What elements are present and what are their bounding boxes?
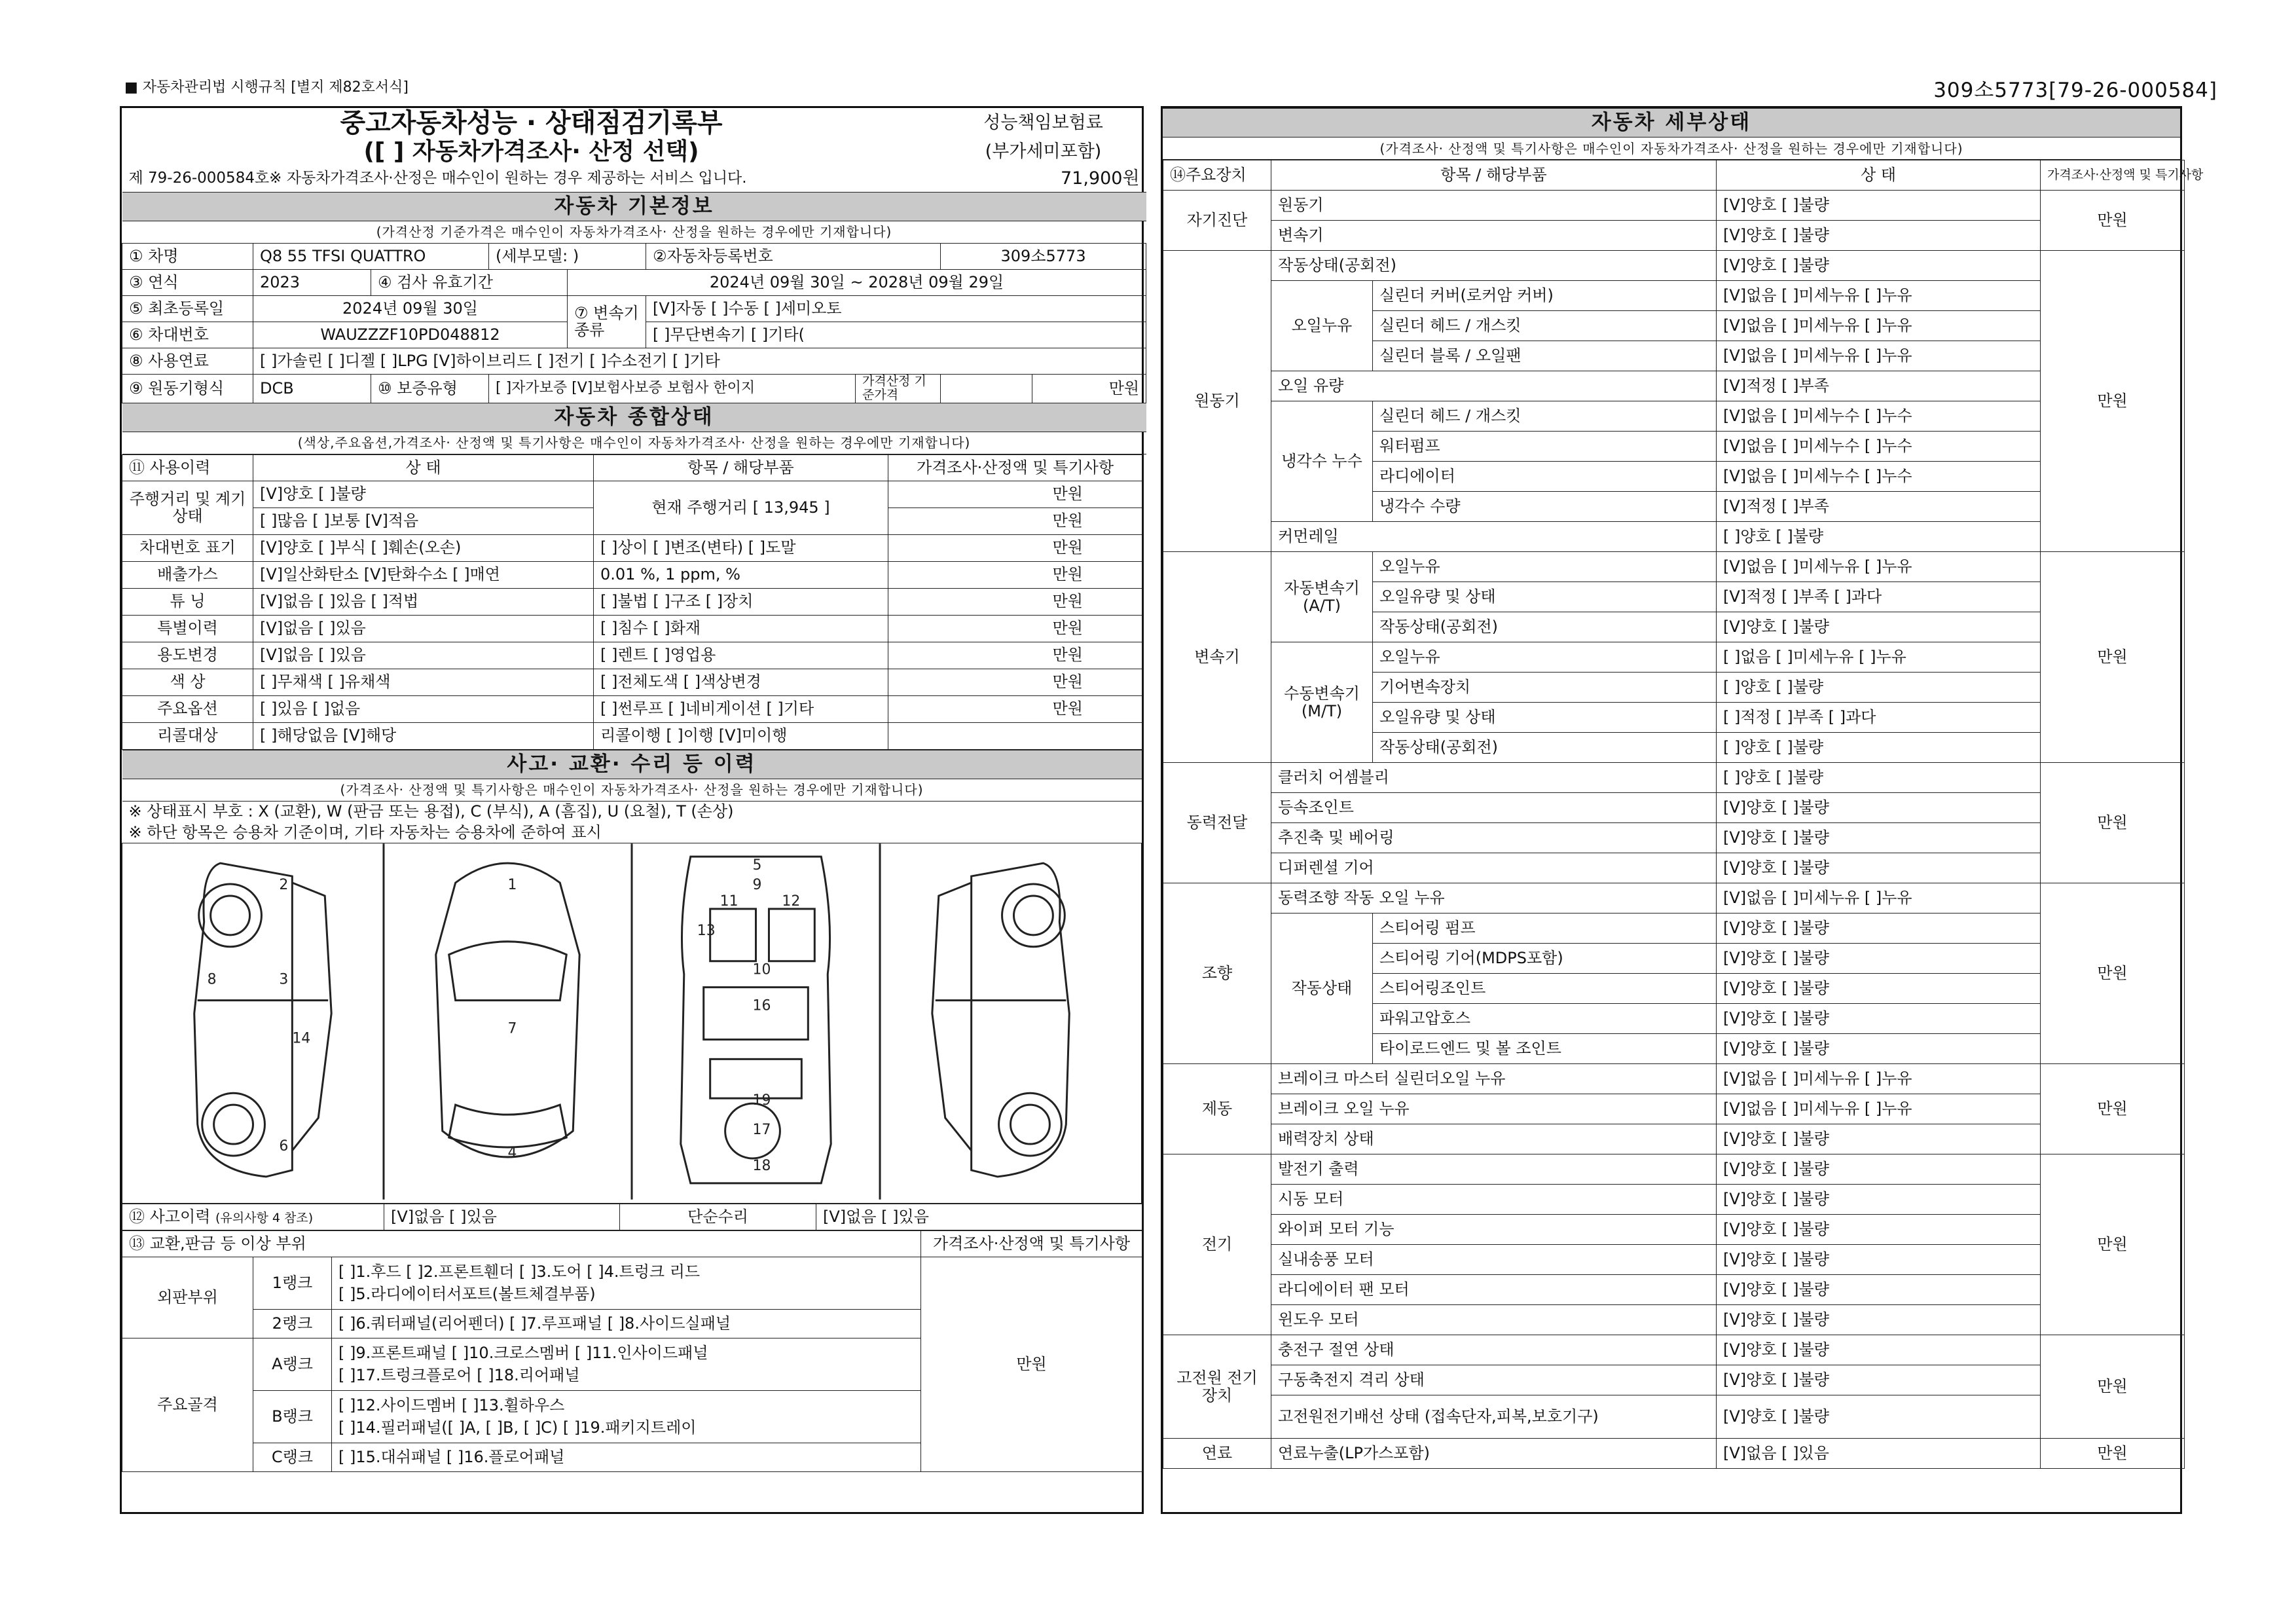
overall-row [122, 615, 1142, 642]
overall-row [122, 695, 1142, 722]
rank-parts [332, 1443, 921, 1471]
fuel-type: [ ]가솔린 [ ]디젤 [ ]LPG [V]하이브리드 [ ]전기 [ ]수소전기 [ ]기타 [253, 348, 1146, 374]
detail-title: 자동차 세부상태 [1163, 109, 2180, 138]
rank-part-line: [ ]5.라디에이터서포트(볼트체결부품) [338, 1285, 596, 1304]
overall-item: 현재 주행거리 [ 13,945 ] [594, 481, 888, 534]
rank-part-line: [ ]14.필러패널([ ]A, [ ]B, [ ]C) [ ]19.패키지트레이 [338, 1418, 697, 1437]
detail-col-price: 가격조사·산정액 및 특기사항 [2041, 160, 2185, 191]
detail-subgroup: 자동변속기 (A/T) [1271, 552, 1373, 642]
detail-row [1163, 522, 2185, 552]
detail-item: 발전기 출력 [1271, 1154, 1717, 1185]
diagram-part-number: 4 [507, 1144, 517, 1161]
detail-note: (가격조사· 산정액 및 특기사항은 매수인이 자동차가격조사· 산정을 원하는 경우에만 기재합니다) [1163, 138, 2180, 160]
detail-item: 충전구 절연 상태 [1271, 1335, 1717, 1365]
detail-row [1163, 883, 2185, 913]
detail-state: [V]양호 [ ]불량 [1717, 793, 2041, 823]
detail-price: 만원 [2041, 1064, 2185, 1154]
overall-state: [ ]많음 [ ]보통 [V]적음 [253, 507, 594, 534]
overall-price: 만원 [888, 588, 1142, 615]
left-side-window [292, 883, 331, 1151]
car-diagram [122, 843, 1142, 1203]
detail-state: [V]양호 [ ]불량 [1717, 1335, 2041, 1365]
detail-group: 자기진단 [1163, 191, 1271, 251]
form-number-line: 제 79-26-000584호※ 자동차가격조사·산정은 매수인이 원하는 경우 제공하는 서비스 입니다. [128, 170, 747, 187]
detail-row [1163, 1275, 2185, 1305]
detail-row [1163, 1245, 2185, 1275]
detail-item: 기어변속장치 [1373, 673, 1717, 703]
overall-label: 차대번호 표기 [122, 534, 253, 561]
detail-row [1163, 853, 2185, 883]
simple-repair-value: [V]없음 [ ]있음 [816, 1204, 1142, 1230]
detail-price: 만원 [2041, 1439, 2185, 1469]
rank-name: 2랭크 [253, 1309, 332, 1338]
detail-item: 브레이크 마스터 실린더오일 누유 [1271, 1064, 1717, 1094]
warranty-label: ⑩ 보증유형 [371, 374, 489, 403]
accident-history-label: ⑫ 사고이력 (유의사항 4 참조) [122, 1204, 384, 1230]
form-title: 중고자동차성능 · 상태점검기록부 [340, 108, 723, 138]
diagram-part-number: 18 [752, 1157, 771, 1174]
detail-subgroup: 오일누유 [1271, 281, 1373, 371]
overall-price: 만원 [888, 615, 1142, 642]
detail-item: 실린더 블록 / 오일팬 [1373, 341, 1717, 371]
detail-subgroup: 수동변속기 (M/T) [1271, 642, 1373, 763]
detail-item: 오일누유 [1373, 642, 1717, 673]
rank-part-line: [ ]17.트렁크플로어 [ ]18.리어패널 [338, 1366, 580, 1385]
overall-row [122, 588, 1142, 615]
exchange-label: ⑬ 교환,판금 등 이상 부위 [122, 1230, 921, 1257]
overall-col-item: 항목 / 해당부품 [594, 454, 888, 481]
top-windshield [449, 941, 567, 1000]
detail-row [1163, 251, 2185, 281]
rank-part-line: [ ]15.대쉬패널 [ ]16.플로어패널 [338, 1448, 565, 1467]
detail-state: [V]양호 [ ]불량 [1717, 1154, 2041, 1185]
overall-price: 만원 [888, 669, 1142, 695]
detail-item: 디퍼렌셜 기어 [1271, 853, 1717, 883]
reg-number-label: ②자동차등록번호 [646, 243, 941, 269]
detail-row [1163, 1439, 2185, 1469]
detail-state: [V]양호 [ ]불량 [1717, 823, 2041, 853]
exchange-price: 만원 [921, 1257, 1142, 1471]
detail-group: 동력전달 [1163, 763, 1271, 883]
diagram-part-number: 1 [507, 876, 517, 893]
detail-state: [ ]적정 [ ]부족 [ ]과다 [1717, 703, 2041, 733]
rank-part-line: [ ]12.사이드멤버 [ ]13.휠하우스 [338, 1396, 565, 1415]
left-side-body [194, 863, 293, 1177]
detail-row [1163, 763, 2185, 793]
detail-item: 스티어링 펌프 [1373, 913, 1717, 944]
overall-note: (색상,주요옵션,가격조사· 산정액 및 특기사항은 매수인이 자동차가격조사· 산정을 원하는 경우에만 기재합니다) [122, 432, 1146, 454]
overall-label: 색 상 [122, 669, 253, 695]
overall-col-state: 상 태 [253, 454, 594, 481]
overall-item: 0.01 %, 1 ppm, % [594, 561, 888, 588]
detail-row [1163, 793, 2185, 823]
detail-group: 조향 [1163, 883, 1271, 1064]
legend-note: ※ 하단 항목은 승용차 기준이며, 기타 자동차는 승용차에 준하여 표시 [128, 822, 602, 841]
overall-label: 배출가스 [122, 561, 253, 588]
exchange-price-head: 가격조사·산정액 및 특기사항 [921, 1230, 1142, 1257]
diagram-part-number: 16 [752, 997, 771, 1014]
detail-state: [V]없음 [ ]미세누수 [ ]누수 [1717, 432, 2041, 462]
detail-state: [V]없음 [ ]미세누유 [ ]누유 [1717, 883, 2041, 913]
detail-state: [V]양호 [ ]불량 [1717, 1215, 2041, 1245]
detail-item: 클러치 어셈블리 [1271, 763, 1717, 793]
overall-row [122, 561, 1142, 588]
overall-item: 리콜이행 [ ]이행 [V]미이행 [594, 722, 888, 749]
detail-item: 워터펌프 [1373, 432, 1717, 462]
detail-state: [V]양호 [ ]불량 [1717, 944, 2041, 974]
detail-price: 만원 [2041, 1154, 2185, 1335]
detail-item: 파워고압호스 [1373, 1004, 1717, 1034]
detail-state: [V]양호 [ ]불량 [1717, 853, 2041, 883]
detail-item: 라디에이터 팬 모터 [1271, 1275, 1717, 1305]
rank-name: C랭크 [253, 1443, 332, 1471]
first-reg-date: 2024년 09월 30일 [253, 295, 568, 322]
detail-state: [V]없음 [ ]미세누유 [ ]누유 [1717, 552, 2041, 582]
overall-item: [ ]렌트 [ ]영업용 [594, 642, 888, 669]
detail-row [1163, 1335, 2185, 1365]
detail-state: [ ]양호 [ ]불량 [1717, 763, 2041, 793]
detail-row [1163, 401, 2185, 432]
detail-item: 냉각수 수량 [1373, 492, 1717, 522]
detail-item: 오일유량 및 상태 [1373, 703, 1717, 733]
diagram-part-number: 17 [752, 1121, 771, 1138]
car-name: Q8 55 TFSI QUATTRO [253, 243, 489, 269]
accident-title: 사고· 교환· 수리 등 이력 [122, 750, 1142, 779]
rank-name: A랭크 [253, 1338, 332, 1390]
detail-row [1163, 642, 2185, 673]
detail-item: 와이퍼 모터 기능 [1271, 1215, 1717, 1245]
detail-item: 라디에이터 [1373, 462, 1717, 492]
basic-info-title: 자동차 기본정보 [122, 192, 1146, 221]
diagram-part-number: 12 [782, 893, 801, 910]
detail-col-state: 상 태 [1717, 160, 2041, 191]
detail-item: 오일 유량 [1271, 371, 1717, 401]
detail-state: [V]없음 [ ]미세누수 [ ]누수 [1717, 401, 2041, 432]
overall-state: [V]양호 [ ]불량 [253, 481, 594, 507]
reg-number: 309소5773 [941, 243, 1146, 269]
diagram-part-number: 8 [207, 971, 217, 988]
right-panel [1161, 106, 2204, 1514]
overall-state: [V]없음 [ ]있음 [253, 615, 594, 642]
overall-state: [ ]있음 [ ]없음 [253, 695, 594, 722]
detail-state: [V]양호 [ ]불량 [1717, 913, 2041, 944]
overall-state: [ ]해당없음 [V]해당 [253, 722, 594, 749]
detail-state: [V]양호 [ ]불량 [1717, 1305, 2041, 1335]
overall-price [888, 722, 1142, 749]
detail-item: 동력조향 작동 오일 누유 [1271, 883, 1717, 913]
fuel-label: ⑧ 사용연료 [122, 348, 253, 374]
price-basis-unit: 만원 [1032, 374, 1146, 403]
diagram-part-number: 6 [279, 1137, 289, 1154]
overall-label: 특별이력 [122, 615, 253, 642]
detail-row [1163, 552, 2185, 582]
left-panel [120, 106, 1144, 1514]
overall-price: 만원 [888, 642, 1142, 669]
diagram-part-number: 14 [292, 1029, 311, 1046]
diagram-part-number: 13 [697, 922, 716, 939]
detail-item: 실린더 커버(로커암 커버) [1373, 281, 1717, 311]
rank-parts [332, 1309, 921, 1338]
rank-name: 1랭크 [253, 1257, 332, 1309]
diagram-part-number: 10 [752, 961, 771, 978]
overall-label: 주요옵션 [122, 695, 253, 722]
accident-history-value: [V]없음 [ ]있음 [384, 1204, 620, 1230]
right-front-wheel [1002, 884, 1065, 947]
detail-state: [V]양호 [ ]불량 [1717, 251, 2041, 281]
price-basis-label: 가격산정 기준가격 [856, 374, 941, 403]
diagram-part-number: 19 [752, 1092, 771, 1109]
diagram-part-number: 3 [279, 971, 289, 988]
overall-state: [V]일산화탄소 [V]탄화수소 [ ]매연 [253, 561, 594, 588]
detail-item: 구동축전지 격리 상태 [1271, 1365, 1717, 1395]
simple-repair-label: 단순수리 [620, 1204, 816, 1230]
detail-state: [V]없음 [ ]미세누유 [ ]누유 [1717, 1094, 2041, 1124]
overall-state: [V]없음 [ ]있음 [ ]적법 [253, 588, 594, 615]
overall-price: 만원 [888, 507, 1142, 534]
detail-state: [ ]없음 [ ]미세누유 [ ]누유 [1717, 642, 2041, 673]
detail-row [1163, 281, 2185, 311]
detail-row [1163, 1365, 2185, 1395]
detail-item: 배력장치 상태 [1271, 1124, 1717, 1154]
overall-row [122, 481, 1142, 507]
detail-state: [V]양호 [ ]불량 [1717, 1034, 2041, 1064]
legend-symbols: ※ 상태표시 부호 : X (교환), W (판금 또는 용접), C (부식), A (흠집), U (요철), T (손상) [128, 802, 734, 821]
detail-price: 만원 [2041, 251, 2185, 552]
detail-row [1163, 1094, 2185, 1124]
detail-price: 만원 [2041, 883, 2185, 1064]
detail-item: 변속기 [1271, 221, 1717, 251]
right-rear-wheel [999, 1093, 1062, 1156]
detail-model: (세부모델: ) [489, 243, 646, 269]
detail-item: 타이로드엔드 및 볼 조인트 [1373, 1034, 1717, 1064]
overall-item: [ ]전체도색 [ ]색상변경 [594, 669, 888, 695]
detail-row [1163, 823, 2185, 853]
rank-parts [332, 1338, 921, 1390]
detail-state: [ ]양호 [ ]불량 [1717, 522, 2041, 552]
transmission-other: [ ]무단변속기 [ ]기타( [646, 322, 1146, 348]
overall-label: 리콜대상 [122, 722, 253, 749]
detail-row [1163, 1395, 2185, 1439]
detail-item: 스티어링조인트 [1373, 974, 1717, 1004]
detail-state: [V]양호 [ ]불량 [1717, 1124, 2041, 1154]
overall-price: 만원 [888, 695, 1142, 722]
frame-label: 주요골격 [122, 1338, 253, 1471]
rank-part-line: [ ]6.쿼터패널(리어펜더) [ ]7.루프패널 [ ]8.사이드실패널 [338, 1314, 731, 1333]
top-rear-window [449, 1105, 567, 1147]
detail-item: 시동 모터 [1271, 1185, 1717, 1215]
rank-part-line: [ ]9.프론트패널 [ ]10.크로스멤버 [ ]11.인사이드패널 [338, 1344, 708, 1363]
detail-price: 만원 [2041, 1335, 2185, 1439]
detail-row [1163, 371, 2185, 401]
overall-col-price: 가격조사·산정액 및 특기사항 [888, 454, 1142, 481]
transmission-auto: [V]자동 [ ]수동 [ ]세미오토 [646, 295, 1146, 322]
detail-item: 추진축 및 베어링 [1271, 823, 1717, 853]
overall-label: 튜 닝 [122, 588, 253, 615]
overall-item: [ ]불법 [ ]구조 [ ]장치 [594, 588, 888, 615]
detail-state: [V]양호 [ ]불량 [1717, 221, 2041, 251]
overall-label: 주행거리 및 계기상태 [122, 481, 253, 534]
detail-state: [V]양호 [ ]불량 [1717, 1004, 2041, 1034]
detail-item: 연료누출(LP가스포함) [1271, 1439, 1717, 1469]
detail-price: 만원 [2041, 763, 2185, 883]
detail-row [1163, 1154, 2185, 1185]
detail-state: [V]없음 [ ]미세누유 [ ]누유 [1717, 1064, 2041, 1094]
detail-item: 실내송풍 모터 [1271, 1245, 1717, 1275]
detail-state: [ ]양호 [ ]불량 [1717, 673, 2041, 703]
detail-row [1163, 1305, 2185, 1335]
overall-row [122, 722, 1142, 749]
detail-state: [V]양호 [ ]불량 [1717, 1245, 2041, 1275]
warranty-type: [ ]자가보증 [V]보험사보증 보험사 한이지 [489, 374, 856, 403]
detail-price: 만원 [2041, 191, 2185, 251]
overall-item: [ ]침수 [ ]화재 [594, 615, 888, 642]
detail-state: [V]없음 [ ]있음 [1717, 1439, 2041, 1469]
detail-row [1163, 221, 2185, 251]
first-reg-label: ⑤ 최초등록일 [122, 295, 253, 322]
detail-row [1163, 1064, 2185, 1094]
diagram-part-number: 2 [279, 876, 289, 893]
inspection-period: 2024년 09월 30일 ~ 2028년 09월 29일 [568, 269, 1146, 295]
basic-info-note: (가격산정 기준가격은 매수인이 자동차가격조사· 산정을 원하는 경우에만 기재합니다) [122, 221, 1146, 243]
detail-item: 커먼레일 [1271, 522, 1717, 552]
detail-state: [V]양호 [ ]불량 [1717, 1395, 2041, 1439]
detail-row [1163, 1215, 2185, 1245]
detail-item: 오일누유 [1373, 552, 1717, 582]
transmission-label: ⑦ 변속기 종류 [568, 295, 646, 348]
form-subtitle: ([ ] 자동차가격조사· 산정 선택) [363, 138, 699, 166]
detail-row [1163, 1124, 2185, 1154]
fee-value: 71,900원 [1061, 168, 1140, 189]
model-year: 2023 [253, 269, 371, 295]
detail-row [1163, 191, 2185, 221]
engine-type: DCB [253, 374, 371, 403]
detail-state: [V]양호 [ ]불량 [1717, 191, 2041, 221]
detail-price: 만원 [2041, 552, 2185, 763]
overall-item: [ ]썬루프 [ ]네비게이션 [ ]기타 [594, 695, 888, 722]
diagram-part-number: 11 [720, 893, 738, 910]
detail-state: [V]적정 [ ]부족 [ ]과다 [1717, 582, 2041, 612]
overall-row [122, 642, 1142, 669]
detail-item: 고전원전기배선 상태 (접속단자,피복,보호기구) [1271, 1395, 1717, 1439]
detail-state: [V]양호 [ ]불량 [1717, 1275, 2041, 1305]
diagram-part-number: 7 [507, 1020, 517, 1037]
overall-row [122, 534, 1142, 561]
rank-name: B랭크 [253, 1390, 332, 1443]
detail-group: 전기 [1163, 1154, 1271, 1335]
detail-state: [V]없음 [ ]미세누유 [ ]누유 [1717, 311, 2041, 341]
law-reference: ■ 자동차관리법 시행규칙 [별지 제82호서식] [124, 79, 409, 96]
detail-state: [ ]양호 [ ]불량 [1717, 733, 2041, 763]
left-rear-wheel [202, 1093, 265, 1156]
detail-item: 원동기 [1271, 191, 1717, 221]
detail-state: [V]없음 [ ]미세누수 [ ]누수 [1717, 462, 2041, 492]
outer-panel-label: 외판부위 [122, 1257, 253, 1338]
detail-group: 연료 [1163, 1439, 1271, 1469]
vin-label: ⑥ 차대번호 [122, 322, 253, 348]
accident-note: (가격조사· 산정액 및 특기사항은 매수인이 자동차가격조사· 산정을 원하는 경우에만 기재합니다) [122, 779, 1142, 801]
overall-col-history: ⑪ 사용이력 [122, 454, 253, 481]
detail-group: 변속기 [1163, 552, 1271, 763]
detail-state: [V]없음 [ ]미세누유 [ ]누유 [1717, 281, 2041, 311]
engine-label: ⑨ 원동기형식 [122, 374, 253, 403]
rank-parts [332, 1390, 921, 1443]
detail-item: 오일유량 및 상태 [1373, 582, 1717, 612]
rank-row [122, 1257, 1142, 1309]
overall-price: 만원 [888, 481, 1142, 507]
detail-group: 원동기 [1163, 251, 1271, 552]
detail-item: 등속조인트 [1271, 793, 1717, 823]
detail-item: 실린더 헤드 / 개스킷 [1373, 401, 1717, 432]
overall-item: [ ]상이 [ ]변조(변타) [ ]도말 [594, 534, 888, 561]
detail-row [1163, 1185, 2185, 1215]
overall-state: [ ]무채색 [ ]유채색 [253, 669, 594, 695]
detail-state: [V]적정 [ ]부족 [1717, 371, 2041, 401]
overall-price: 만원 [888, 534, 1142, 561]
diagram-part-number: 9 [752, 876, 762, 893]
detail-state: [V]적정 [ ]부족 [1717, 492, 2041, 522]
fee-vat: (부가세미포함) [985, 141, 1102, 162]
detail-state: [V]양호 [ ]불량 [1717, 1365, 2041, 1395]
top-view-body [436, 863, 579, 1157]
detail-item: 스티어링 기어(MDPS포함) [1373, 944, 1717, 974]
right-side-body [972, 863, 1070, 1177]
rank-parts [332, 1257, 921, 1309]
diagram-part-number: 5 [752, 857, 762, 874]
detail-item: 실린더 헤드 / 개스킷 [1373, 311, 1717, 341]
car-name-label: ① 차명 [122, 243, 253, 269]
detail-row [1163, 913, 2185, 944]
detail-subgroup: 냉각수 누수 [1271, 401, 1373, 522]
detail-subgroup: 작동상태 [1271, 913, 1373, 1064]
car-diagram-svg [122, 843, 1141, 1200]
inspection-label: ④ 검사 유효기간 [371, 269, 568, 295]
detail-item: 윈도우 모터 [1271, 1305, 1717, 1335]
detail-group: 고전원 전기장치 [1163, 1335, 1271, 1439]
detail-group: 제동 [1163, 1064, 1271, 1154]
detail-item: 작동상태(공회전) [1271, 251, 1717, 281]
left-front-wheel [199, 884, 262, 947]
fee-label: 성능책임보험료 [983, 113, 1103, 134]
overall-title: 자동차 종합상태 [122, 403, 1146, 432]
year-label: ③ 연식 [122, 269, 253, 295]
rank-part-line: [ ]1.후드 [ ]2.프론트휀더 [ ]3.도어 [ ]4.트렁크 리드 [338, 1263, 701, 1282]
detail-state: [V]양호 [ ]불량 [1717, 974, 2041, 1004]
overall-row [122, 669, 1142, 695]
overall-state: [V]양호 [ ]부식 [ ]훼손(오손) [253, 534, 594, 561]
overall-label: 용도변경 [122, 642, 253, 669]
detail-item: 작동상태(공회전) [1373, 733, 1717, 763]
detail-state: [V]없음 [ ]미세누유 [ ]누유 [1717, 341, 2041, 371]
detail-item: 브레이크 오일 누유 [1271, 1094, 1717, 1124]
detail-col-item: 항목 / 해당부품 [1271, 160, 1717, 191]
detail-col-device: ⑭주요장치 [1163, 160, 1271, 191]
detail-state: [V]양호 [ ]불량 [1717, 1185, 2041, 1215]
vin: WAUZZZF10PD048812 [253, 322, 568, 348]
overall-state: [V]없음 [ ]있음 [253, 642, 594, 669]
document-number: 309소5773[79-26-000584] [1933, 79, 2217, 102]
detail-state: [V]양호 [ ]불량 [1717, 612, 2041, 642]
detail-item: 작동상태(공회전) [1373, 612, 1717, 642]
overall-price: 만원 [888, 561, 1142, 588]
